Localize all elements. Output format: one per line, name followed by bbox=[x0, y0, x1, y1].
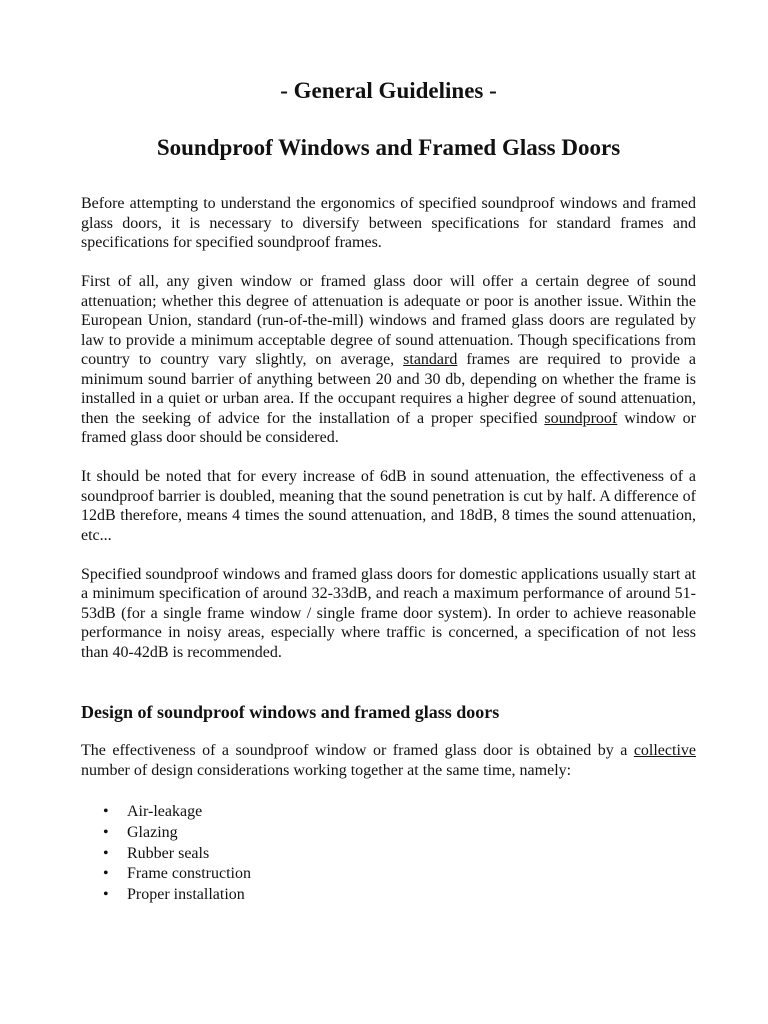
list-item-label: Air-leakage bbox=[127, 803, 203, 820]
list-item-label: Glazing bbox=[127, 823, 178, 841]
list-item-label: Frame construction bbox=[127, 865, 251, 883]
paragraph-design-part-a: The effectiveness of a soundproof window or framed glass door is obtained by a bbox=[81, 742, 634, 759]
bullet-icon: • bbox=[103, 844, 109, 862]
list-item bbox=[103, 864, 696, 885]
paragraph-attenuation bbox=[81, 272, 696, 448]
underlined-collective: collective bbox=[633, 742, 696, 759]
list-item-label: Proper installation bbox=[127, 886, 245, 904]
underlined-standard: standard bbox=[403, 351, 458, 368]
underlined-soundproof: soundproof bbox=[544, 409, 618, 427]
paragraph-attenuation-part-c: window or framed glass door should be considered. bbox=[81, 409, 696, 446]
bullet-icon: • bbox=[103, 865, 109, 883]
section-heading-design: Design of soundproof windows and framed glass doors bbox=[81, 702, 500, 722]
paragraph-design bbox=[81, 741, 696, 780]
paragraph-specifications: Specified soundproof windows and framed glass doors for domestic applications usually start at a minimum specification of around 32-33dB, and reach a maximum performance of around 51-53dB (for a single frame window / single frame door system). In order to achieve reasonable performance in noisy areas, especially where traffic is concerned, a specification of not less than 40-42dB is recommended. bbox=[81, 565, 696, 661]
list-item bbox=[103, 823, 696, 844]
list-item-label: Rubber seals bbox=[127, 844, 210, 862]
bullet-icon: • bbox=[103, 823, 109, 841]
paragraph-decibel-note: It should be noted that for every increase of 6dB in sound attenuation, the effectiveness of a soundproof barrier is doubled, meaning that the sound penetration is cut by half. A difference of 12dB therefore, means 4 times the sound attenuation, and 18dB, 8 times the sound attenuation, etc... bbox=[81, 468, 696, 544]
paragraph-attenuation-part-b: frames are required to provide a minimum sound barrier of anything between 20 and 30 db, depending on whether the frame is installed in a quiet or urban area. If the occupant requires a higher degree of sound attenuation, then the seeking of advice for the installation of a proper specified bbox=[81, 351, 696, 427]
bullet-icon: • bbox=[103, 886, 109, 904]
paragraph-intro: Before attempting to understand the ergonomics of specified soundproof windows and framed glass doors, it is necessary to diversify between specifications for standard frames and specifications for specified soundproof frames. bbox=[81, 195, 696, 251]
bullet-icon: • bbox=[103, 803, 109, 820]
document-subtitle: Soundproof Windows and Framed Glass Doors bbox=[156, 135, 621, 160]
list-item bbox=[103, 844, 696, 865]
paragraph-design-part-b: number of design considerations working together at the same time, namely: bbox=[81, 761, 572, 779]
paragraph-attenuation-part-a: First of all, any given window or framed glass door will offer a certain degree of sound attenuation; whether this degree of attenuation is adequate or poor is another issue. Within the European Union, standard (run-of-the-mill) windows and framed glass doors are regulated by law to provide a minimum acceptable degree of sound attenuation. Though specifications from country to country vary slightly, on average, bbox=[81, 273, 696, 368]
design-considerations-list bbox=[81, 802, 696, 906]
list-item bbox=[103, 802, 696, 823]
document-title: - General Guidelines - bbox=[280, 78, 497, 103]
list-item bbox=[103, 885, 696, 906]
